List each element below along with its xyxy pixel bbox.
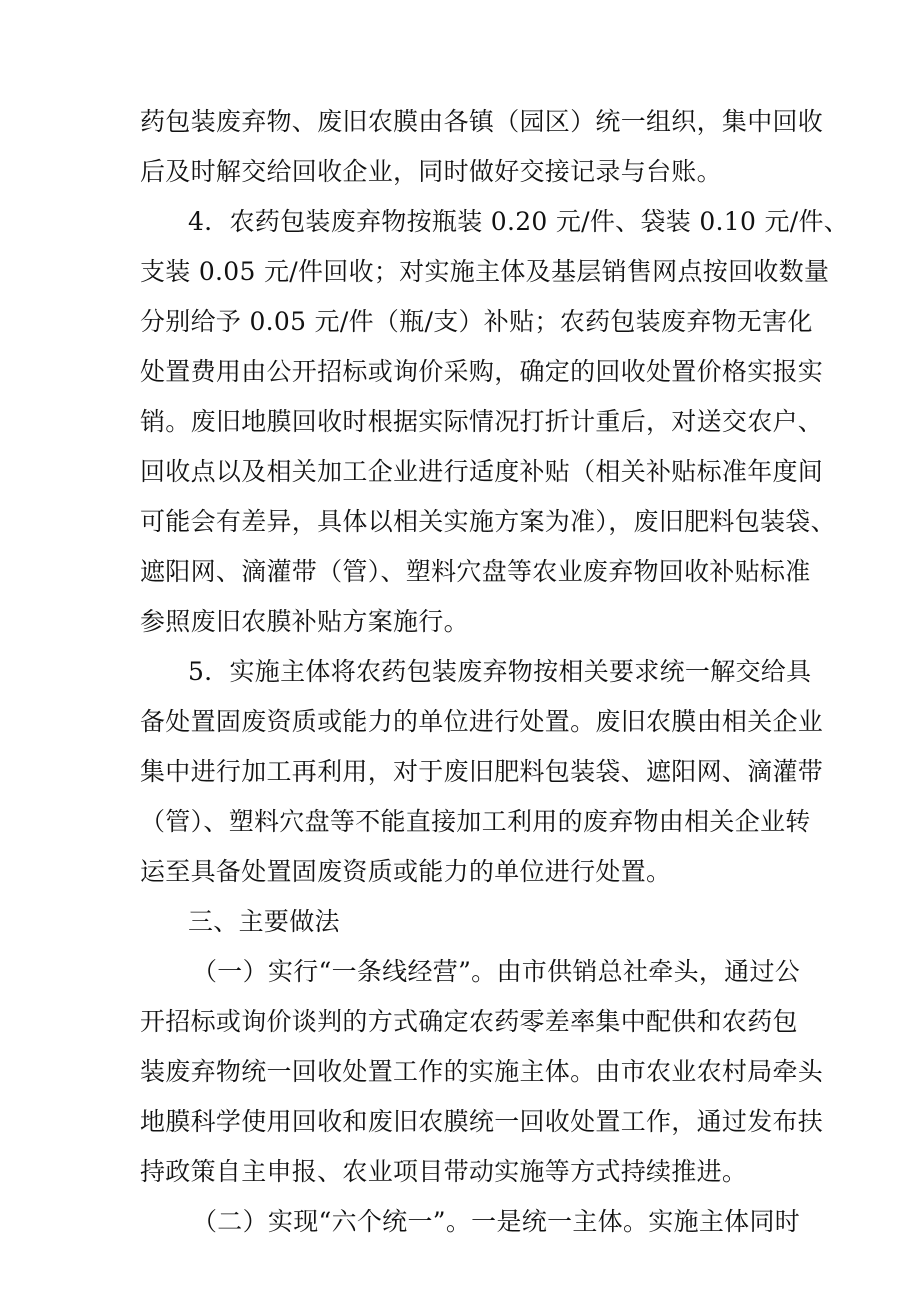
text-line: 可能会有差异，具体以相关实施方案为准），废旧肥料包装袋、 — [140, 507, 836, 536]
text-line: （一）实行“一条线经营”。由市供销总社牵头，通过公 — [192, 957, 801, 986]
section-heading: 三、主要做法 — [188, 907, 340, 936]
text-line: 开招标或询价谈判的方式确定农药零差率集中配供和农药包 — [140, 1007, 798, 1036]
text-line: 备处置固废资质或能力的单位进行处置。废旧农膜由相关企业 — [140, 707, 824, 736]
text-line: 地膜科学使用回收和废旧农膜统一回收处置工作，通过发布扶 — [140, 1107, 824, 1136]
text-line: 分别给予 0.05 元/件（瓶/支）补贴；农药包装废弃物无害化 — [140, 307, 813, 336]
text-line: （二）实现“六个统一”。一是统一主体。实施主体同时 — [192, 1207, 801, 1236]
text-line: 支装 0.05 元/件回收；对实施主体及基层销售网点按回收数量 — [140, 257, 830, 286]
text-line: 5．实施主体将农药包装废弃物按相关要求统一解交给具 — [188, 657, 812, 686]
text-line: 遮阳网、滴灌带（管）、塑料穴盘等农业废弃物回收补贴标准 — [140, 557, 811, 586]
text-line: 处置费用由公开招标或询价采购，确定的回收处置价格实报实 — [140, 357, 824, 386]
text-line: 后及时解交给回收企业，同时做好交接记录与台账。 — [140, 157, 722, 186]
text-line: 装废弃物统一回收处置工作的实施主体。由市农业农村局牵头 — [140, 1057, 824, 1086]
text-line: （管）、塑料穴盘等不能直接加工利用的废弃物由相关企业转 — [140, 807, 811, 836]
text-line: 4．农药包装废弃物按瓶装 0.20 元/件、袋装 0.10 元/件、 — [188, 207, 850, 236]
text-line: 持政策自主申报、农业项目带动实施等方式持续推进。 — [140, 1157, 748, 1186]
text-line: 药包装废弃物、废旧农膜由各镇（园区）统一组织，集中回收 — [140, 107, 824, 136]
text-line: 销。废旧地膜回收时根据实际情况打折计重后，对送交农户、 — [140, 407, 824, 436]
text-line: 集中进行加工再利用，对于废旧肥料包装袋、遮阳网、滴灌带 — [140, 757, 824, 786]
text-line: 回收点以及相关加工企业进行适度补贴（相关补贴标准年度间 — [140, 457, 824, 486]
text-line: 参照废旧农膜补贴方案施行。 — [140, 607, 469, 636]
text-line: 运至具备处置固废资质或能力的单位进行处置。 — [140, 857, 672, 886]
